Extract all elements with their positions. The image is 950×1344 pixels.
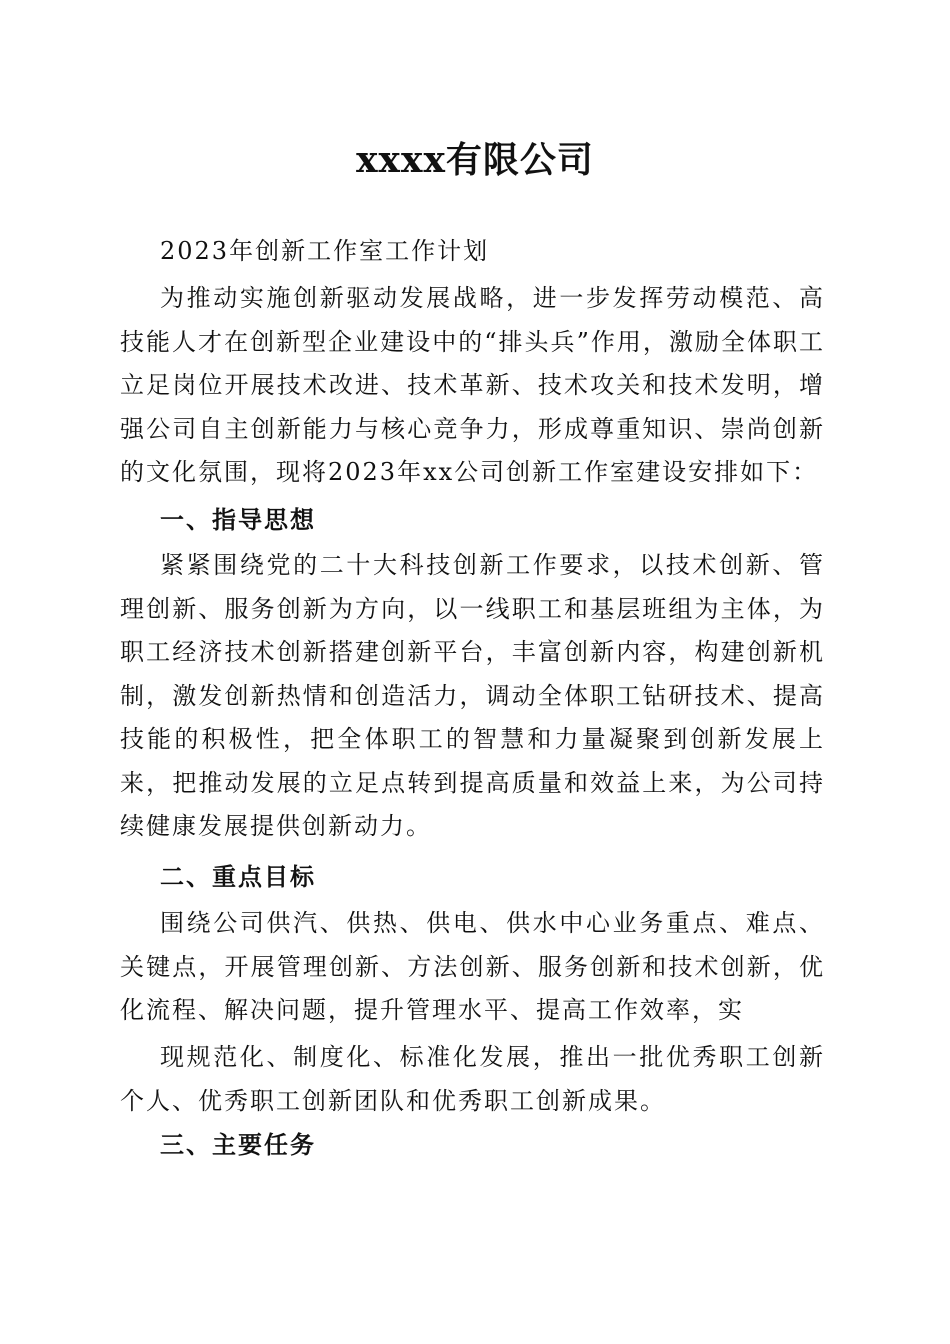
section-heading-guiding-thought: 一、指导思想 [160,506,316,534]
document-title: xxxx有限公司 [356,139,594,181]
document-subtitle: 2023年创新工作室工作计划 [160,237,490,265]
key-objectives-paragraph-2: 现规范化、制度化、标准化发展，推出一批优秀职工创新个人、优秀职工创新团队和优秀职工创新成果。 [120,1043,825,1115]
guiding-thought-paragraph: 紧紧围绕党的二十大科技创新工作要求，以技术创新、管理创新、服务创新为方向，以一线职工和基层班组为主体，为职工经济技术创新搭建创新平台，丰富创新内容，构建创新机制，激发创新热情和创造活力，调动全体职工钻研技术、提高技能的积极性，把全体职工的智慧和力量凝聚到创新发展上来，把推动发展的立足点转到提高质量和效益上来，为公司持续健康发展提供创新动力。 [120,551,825,840]
section-heading-key-objectives: 二、重点目标 [160,863,316,891]
key-objectives-paragraph-1: 围绕公司供汽、供热、供电、供水中心业务重点、难点、关键点，开展管理创新、方法创新、服务创新和技术创新，优化流程、解决问题，提升管理水平、提高工作效率，实 [120,909,825,1024]
intro-paragraph: 为推动实施创新驱动发展战略，进一步发挥劳动模范、高技能人才在创新型企业建设中的“排头兵”作用，激励全体职工立足岗位开展技术改进、技术革新、技术攻关和技术发明，增强公司自主创新能力与核心竞争力，形成尊重知识、崇尚创新的文化氛围，现将2023年xx公司创新工作室建设安排如下： [120,284,825,486]
section-heading-main-tasks: 三、主要任务 [160,1131,316,1159]
